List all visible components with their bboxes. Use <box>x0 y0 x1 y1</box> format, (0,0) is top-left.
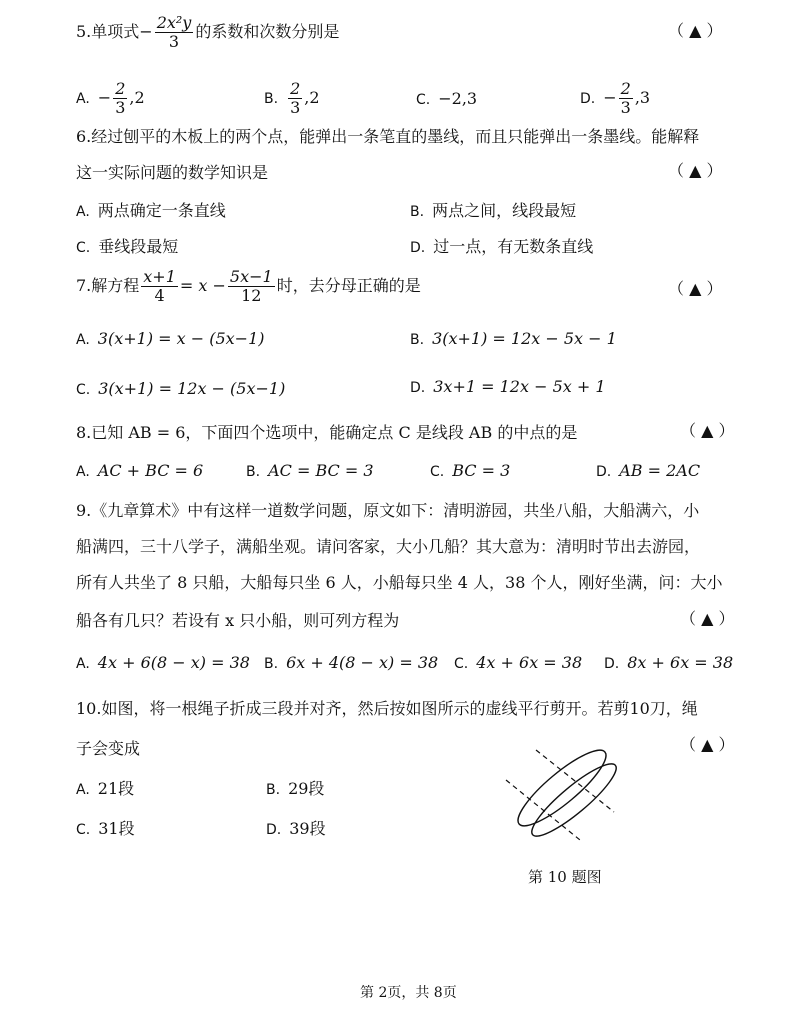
q8-option-a-text: AC + BC = 6 <box>97 461 204 480</box>
q7-option-a-letter: A. <box>76 332 90 348</box>
q5-option-b-tail: ,2 <box>304 88 320 107</box>
q5-option-d-letter: D. <box>580 91 596 107</box>
q5-option-a-tail: ,2 <box>129 88 145 107</box>
q6-option-c-letter: C. <box>76 240 91 256</box>
q9-option-a-text: 4x + 6(8 − x) = 38 <box>97 653 250 672</box>
q7-option-c-text: 3(x+1) = 12x − (5x−1) <box>98 379 286 398</box>
q7-f1-den: 4 <box>154 286 165 305</box>
q7-option-d-letter: D. <box>410 380 426 396</box>
q5-option-c-text: −2,3 <box>438 89 478 108</box>
q7-answer-mark: （ ▲ ） <box>668 279 723 298</box>
q8-option-d-text: AB = 2AC <box>619 461 701 480</box>
q7-option-b-letter: B. <box>410 332 425 348</box>
q9-option-a[interactable] <box>76 652 250 675</box>
q8-option-b-letter: B. <box>246 464 261 480</box>
q9-stem-line3: 所有人共坐了 8 只船，大船每只坐 6 人，小船每只坐 4 人，38 个人，刚好坐满，问：大小 <box>76 573 723 592</box>
rope-loop-upper <box>509 741 614 836</box>
q5-option-b-letter: B. <box>264 91 279 107</box>
q10-option-b-text: 29段 <box>288 779 325 798</box>
q7-stem <box>76 268 421 305</box>
q5-option-b[interactable] <box>264 80 320 117</box>
q7-option-b[interactable] <box>410 328 617 351</box>
q9-option-d-letter: D. <box>604 656 620 672</box>
q5-option-a-den: 3 <box>115 98 126 117</box>
q5-option-d-tail: ,3 <box>634 88 651 107</box>
q10-option-c-text: 31段 <box>98 819 135 838</box>
q5-option-a-sign: − <box>97 88 112 107</box>
q10-option-c[interactable] <box>76 818 135 841</box>
q10-figure-caption: 第 10 题图 <box>528 868 602 886</box>
page-footer: 第 2页，共 8页 <box>360 985 457 1001</box>
q10-option-a-text: 21段 <box>97 779 135 798</box>
q8-option-b-text: AC = BC = 3 <box>268 461 374 480</box>
q7-option-c-letter: C. <box>76 382 91 398</box>
q8-option-c-letter: C. <box>430 464 445 480</box>
q9-stem-line1: 9.《九章算术》中有这样一道数学问题，原文如下：清明游园，共坐八船，大船满六，小 <box>76 501 700 520</box>
q9-option-a-letter: A. <box>76 656 90 672</box>
q5-option-b-frac <box>288 80 302 117</box>
q10-option-d-letter: D. <box>266 822 282 838</box>
q7-f2-den: 12 <box>241 286 262 305</box>
q6-stem-line1: 6.经过刨平的木板上的两个点，能弹出一条笔直的墨线，而且只能弹出一条墨线。能解释 <box>76 127 700 146</box>
q5-option-b-num: 2 <box>290 79 301 98</box>
q9-option-c-letter: C. <box>454 656 469 672</box>
q5-frac-num: 2x²y <box>156 13 192 32</box>
q10-rope-figure <box>496 740 636 852</box>
q10-option-a[interactable] <box>76 778 134 801</box>
q5-frac-den: 3 <box>168 32 180 51</box>
q8-option-c-text: BC = 3 <box>452 461 511 480</box>
q8-option-a[interactable] <box>76 460 203 483</box>
q7-option-d-text: 3x+1 = 12x − 5x + 1 <box>433 377 606 396</box>
q10-answer-mark: （ ▲ ） <box>680 735 735 754</box>
q7-mid: = x − <box>179 276 226 295</box>
q7-option-b-text: 3(x+1) = 12x − 5x − 1 <box>432 329 617 348</box>
q6-option-d[interactable] <box>410 236 593 259</box>
q6-option-d-letter: D. <box>410 240 426 256</box>
q9-answer-mark: （ ▲ ） <box>680 609 735 628</box>
q7-option-d[interactable] <box>410 376 606 399</box>
q8-answer-mark: （ ▲ ） <box>680 421 735 440</box>
q8-option-d-letter: D. <box>596 464 612 480</box>
q9-option-d-text: 8x + 6x = 38 <box>627 653 734 672</box>
q9-stem-line4: 船各有几只？若设有 x 只小船，则可列方程为 <box>76 611 400 630</box>
q5-option-d-num: 2 <box>620 79 631 98</box>
q7-f2-num: 5x−1 <box>229 267 273 286</box>
q9-option-c-text: 4x + 6x = 38 <box>476 653 583 672</box>
q5-option-d[interactable] <box>580 80 650 117</box>
q6-option-a-text: 两点确定一条直线 <box>97 201 226 220</box>
q9-option-b-text: 6x + 4(8 − x) = 38 <box>286 653 439 672</box>
q6-option-c[interactable] <box>76 236 178 259</box>
q6-option-a-letter: A. <box>76 204 90 220</box>
q8-option-d[interactable] <box>596 460 700 483</box>
q6-answer-mark: （ ▲ ） <box>668 161 723 180</box>
q8-option-a-letter: A. <box>76 464 90 480</box>
q5-suffix: 的系数和次数分别是 <box>195 22 340 41</box>
q7-f1-num: x+1 <box>143 267 176 286</box>
q10-option-b[interactable] <box>266 778 324 801</box>
q9-option-b-letter: B. <box>264 656 279 672</box>
q10-option-d[interactable] <box>266 818 326 841</box>
q5-fraction <box>155 14 194 51</box>
q8-option-c[interactable] <box>430 460 510 483</box>
q10-option-b-letter: B. <box>266 782 281 798</box>
q6-option-d-text: 过一点，有无数条直线 <box>433 237 594 256</box>
q5-option-a-letter: A. <box>76 91 90 107</box>
q5-option-d-den: 3 <box>620 98 631 117</box>
q5-option-a[interactable] <box>76 80 145 117</box>
q9-option-b[interactable] <box>264 652 438 675</box>
q5-option-c[interactable] <box>416 88 477 111</box>
q6-option-b-letter: B. <box>410 204 425 220</box>
q10-stem-line1: 10.如图，将一根绳子折成三段并对齐，然后按如图所示的虚线平行剪开。若剪10刀，绳 <box>76 699 698 718</box>
q10-option-d-text: 39段 <box>289 819 326 838</box>
q10-stem-line2: 子会变成 <box>76 739 141 758</box>
q5-stem <box>76 14 339 51</box>
q10-option-a-letter: A. <box>76 782 90 798</box>
q6-option-b-text: 两点之间，线段最短 <box>432 201 577 220</box>
q7-option-a[interactable] <box>76 328 265 351</box>
cut-line-lower <box>506 780 580 840</box>
q5-answer-mark: （ ▲ ） <box>668 21 723 40</box>
q7-fraction-1 <box>141 268 178 305</box>
q8-option-b[interactable] <box>246 460 374 483</box>
q6-stem-line2: 这一实际问题的数学知识是 <box>76 163 269 182</box>
q9-option-d[interactable] <box>604 652 733 675</box>
q5-prefix: 5.单项式 <box>76 22 140 41</box>
q5-sign: − <box>139 22 153 41</box>
q5-option-c-letter: C. <box>416 92 431 108</box>
q6-option-c-text: 垂线段最短 <box>98 237 179 256</box>
q6-option-a[interactable] <box>76 200 226 223</box>
q7-prefix: 7.解方程 <box>76 276 140 295</box>
q9-stem-line2: 船满四，三十八学子，满船坐观。请问客家，大小几船？其大意为：清明时节出去游园， <box>76 537 701 556</box>
q5-option-d-frac <box>619 80 633 117</box>
q5-option-a-frac <box>113 80 127 117</box>
q7-fraction-2 <box>228 268 275 305</box>
q7-option-c[interactable] <box>76 378 285 401</box>
q7-suffix: 时，去分母正确的是 <box>276 276 421 295</box>
q5-option-b-den: 3 <box>290 98 301 117</box>
q5-option-a-num: 2 <box>115 79 126 98</box>
q10-option-c-letter: C. <box>76 822 91 838</box>
q6-option-b[interactable] <box>410 200 576 223</box>
rope-loop-lower <box>524 755 623 844</box>
q5-option-d-sign: − <box>603 88 617 107</box>
q9-option-c[interactable] <box>454 652 582 675</box>
q8-stem: 8.已知 AB = 6，下面四个选项中，能确定点 C 是线段 AB 的中点的是 <box>76 423 578 442</box>
q7-option-a-text: 3(x+1) = x − (5x−1) <box>97 329 265 348</box>
